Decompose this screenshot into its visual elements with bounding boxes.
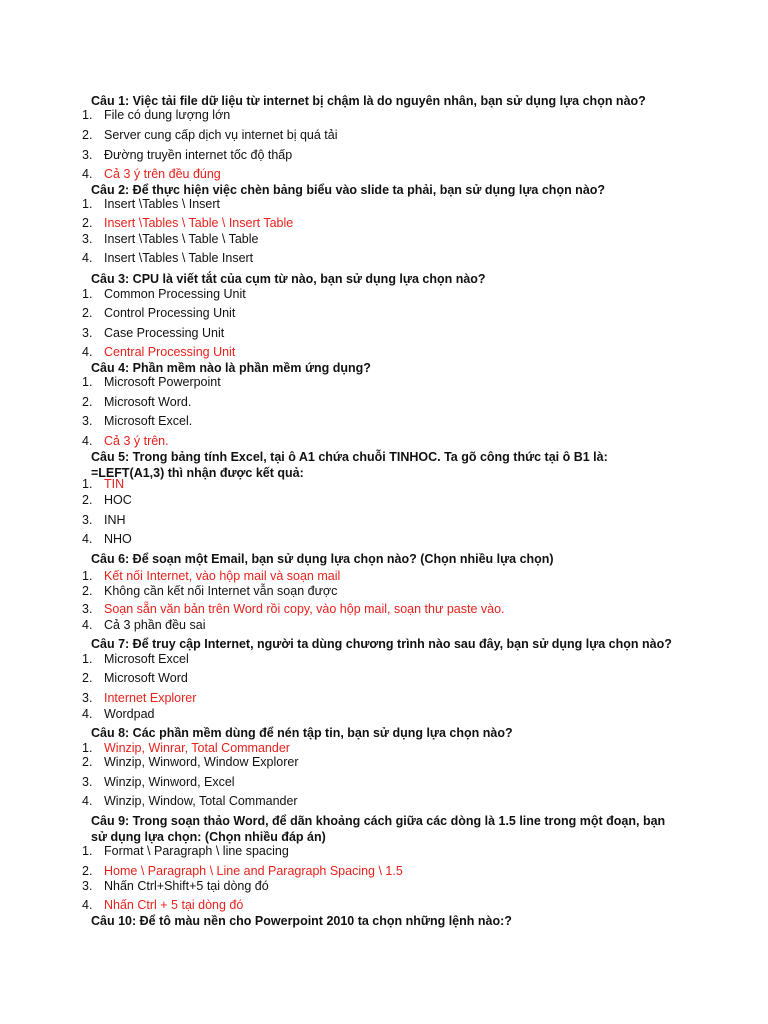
option-number: 1.: [82, 844, 93, 858]
option-text-correct: Central Processing Unit: [104, 345, 236, 359]
question-2-option-2: [82, 215, 293, 231]
option-text-correct: TIN: [104, 477, 125, 491]
option-text: Control Processing Unit: [104, 306, 236, 320]
question-4-option-1: [82, 374, 221, 390]
option-text: Wordpad: [104, 707, 155, 721]
option-text: Insert \Tables \ Insert: [104, 197, 221, 211]
question-5-title: Câu 5: Trong bảng tính Excel, tại ô A1 chứa chuỗi TINHOC. Ta gõ công thức tại ô B1 là: =LEFT(A1,3) thì nhận được kết quả:: [91, 450, 608, 480]
option-text-correct: Nhấn Ctrl + 5 tại dòng đó: [104, 898, 244, 912]
question-4-option-4: [82, 433, 169, 449]
option-text: Winzip, Winword, Excel: [104, 775, 235, 789]
question-8-option-4: [82, 793, 298, 809]
option-number: 2.: [82, 864, 93, 878]
option-text-correct: Cả 3 ý trên đều đúng: [104, 167, 221, 181]
option-number: 1.: [82, 569, 93, 583]
option-number: 2.: [82, 395, 93, 409]
option-number: 2.: [82, 671, 93, 685]
option-number: 3.: [82, 148, 93, 162]
option-number: 4.: [82, 707, 93, 721]
question-2-option-3: [82, 231, 259, 247]
question-8-option-3: [82, 774, 235, 790]
option-text: Microsoft Powerpoint: [104, 375, 221, 389]
option-number: 3.: [82, 775, 93, 789]
option-number: 3.: [82, 513, 93, 527]
question-6-option-2: [82, 583, 337, 599]
option-number: 3.: [82, 879, 93, 893]
option-number: 2.: [82, 306, 93, 320]
option-text-correct: Kết nối Internet, vào hộp mail và soạn mail: [104, 569, 341, 583]
question-2-option-4: [82, 250, 253, 266]
option-number: 4.: [82, 345, 93, 359]
option-text: Microsoft Word.: [104, 395, 192, 409]
option-number: 4.: [82, 532, 93, 546]
question-4-option-2: [82, 394, 191, 410]
option-text: Winzip, Window, Total Commander: [104, 794, 298, 808]
option-text: NHO: [104, 532, 132, 546]
option-text-correct: Insert \Tables \ Table \ Insert Table: [104, 216, 294, 230]
question-7-option-4: [82, 706, 155, 722]
question-10-title: Câu 10: Để tô màu nền cho Powerpoint 2010 ta chọn những lệnh nào:?: [91, 914, 512, 928]
option-number: 1.: [82, 197, 93, 211]
question-3-title: Câu 3: CPU là viết tắt của cụm từ nào, bạn sử dụng lựa chọn nào?: [91, 272, 486, 286]
option-number: 3.: [82, 232, 93, 246]
option-number: 2.: [82, 216, 93, 230]
option-text: Format \ Paragraph \ line spacing: [104, 844, 289, 858]
option-number: 1.: [82, 741, 93, 755]
question-7-title: Câu 7: Để truy cập Internet, người ta dùng chương trình nào sau đây, bạn sử dụng lựa chọn nào?: [91, 637, 672, 651]
option-number: 3.: [82, 414, 93, 428]
option-number: 1.: [82, 287, 93, 301]
option-text: Common Processing Unit: [104, 287, 246, 301]
question-5-option-1: [82, 476, 124, 492]
option-text-correct: Cả 3 ý trên.: [104, 434, 169, 448]
option-number: 1.: [82, 477, 93, 491]
question-9-option-4: [82, 897, 243, 913]
question-4-option-3: [82, 413, 192, 429]
question-6-title: Câu 6: Để soạn một Email, bạn sử dụng lựa chọn nào? (Chọn nhiều lựa chọn): [91, 552, 554, 566]
question-6-option-3: [82, 601, 505, 617]
option-text: Server cung cấp dịch vụ internet bị quá tải: [104, 128, 338, 142]
question-8-title: Câu 8: Các phần mềm dùng để nén tập tin, bạn sử dụng lựa chọn nào?: [91, 726, 513, 740]
question-5-option-2: [82, 492, 132, 508]
option-number: 4.: [82, 434, 93, 448]
option-number: 3.: [82, 602, 93, 616]
option-text: Insert \Tables \ Table \ Table: [104, 232, 259, 246]
option-text: HOC: [104, 493, 132, 507]
option-number: 2.: [82, 128, 93, 142]
option-number: 2.: [82, 755, 93, 769]
option-text-correct: Soạn sẵn văn bản trên Word rồi copy, vào hộp mail, soạn thư paste vào.: [104, 602, 505, 616]
option-text: Microsoft Excel: [104, 652, 189, 666]
option-number: 1.: [82, 375, 93, 389]
option-number: 3.: [82, 691, 93, 705]
option-text: Đường truyền internet tốc độ thấp: [104, 148, 293, 162]
option-number: 4.: [82, 167, 93, 181]
question-2-option-1: [82, 196, 220, 212]
question-7-option-2: [82, 670, 188, 686]
question-1-option-2: [82, 127, 337, 143]
option-number: 4.: [82, 898, 93, 912]
question-3-option-3: [82, 325, 224, 341]
question-5-option-4: [82, 531, 132, 547]
option-text: Insert \Tables \ Table Insert: [104, 251, 254, 265]
option-text-correct: Home \ Paragraph \ Line and Paragraph Spacing \ 1.5: [104, 864, 403, 878]
option-text: Không cần kết nối Internet vẫn soạn được: [104, 584, 338, 598]
option-number: 4.: [82, 618, 93, 632]
question-3-option-2: [82, 305, 235, 321]
question-8-option-2: [82, 754, 299, 770]
option-text: Nhấn Ctrl+Shift+5 tại dòng đó: [104, 879, 269, 893]
question-3-option-4: [82, 344, 235, 360]
option-text: Microsoft Word: [104, 671, 188, 685]
question-4-title: Câu 4: Phần mềm nào là phần mềm ứng dụng?: [91, 361, 371, 375]
option-text-correct: Internet Explorer: [104, 691, 197, 705]
option-text: INH: [104, 513, 126, 527]
question-2-title: Câu 2: Để thực hiện việc chèn bảng biểu vào slide ta phải, bạn sử dụng lựa chọn nào?: [91, 183, 606, 197]
question-9-option-3: [82, 878, 269, 894]
option-text: File có dung lượng lớn: [104, 108, 231, 122]
question-5-option-3: [82, 512, 126, 528]
question-1-option-3: [82, 147, 292, 163]
option-number: 2.: [82, 493, 93, 507]
option-number: 1.: [82, 652, 93, 666]
option-text: Winzip, Winword, Window Explorer: [104, 755, 299, 769]
option-text: Case Processing Unit: [104, 326, 225, 340]
question-3-option-1: [82, 286, 246, 302]
option-text-correct: Winzip, Winrar, Total Commander: [104, 741, 290, 755]
question-1-title: Câu 1: Việc tải file dữ liệu từ internet bị chậm là do nguyên nhân, bạn sử dụng lựa chọn nào?: [91, 94, 646, 108]
option-text: Microsoft Excel.: [104, 414, 193, 428]
option-text: Cả 3 phần đều sai: [104, 618, 206, 632]
question-7-option-1: [82, 651, 189, 667]
option-number: 2.: [82, 584, 93, 598]
option-number: 4.: [82, 794, 93, 808]
question-6-option-4: [82, 617, 205, 633]
question-1-option-1: [82, 107, 230, 123]
question-7-option-3: [82, 690, 196, 706]
option-number: 1.: [82, 108, 93, 122]
question-6-option-1: [82, 568, 340, 584]
question-9-option-2: [82, 863, 403, 879]
question-9-title: Câu 9: Trong soạn thảo Word, để dãn khoảng cách giữa các dòng là 1.5 line trong một đoạn, bạn sử dụng lựa chọn: (Chọn nhiều đáp án): [91, 814, 666, 844]
option-number: 3.: [82, 326, 93, 340]
question-9-option-1: [82, 843, 289, 859]
question-1-option-4: [82, 166, 221, 182]
option-number: 4.: [82, 251, 93, 265]
